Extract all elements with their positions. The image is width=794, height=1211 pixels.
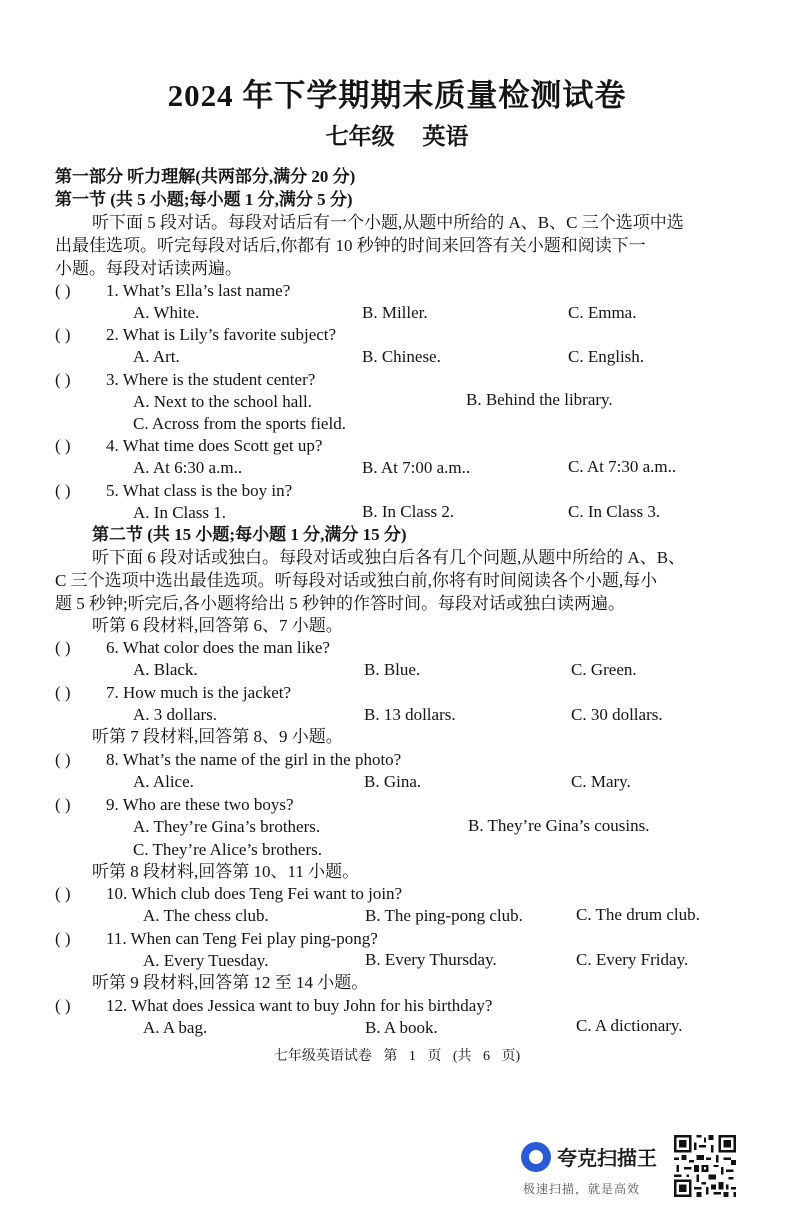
part1-heading: 第一部分 听力理解(共两部分,满分 20 分) [55,167,356,186]
option-a: A. Alice. [133,772,194,791]
question-text: 3. Where is the student center? [106,370,316,389]
qr-code-icon [674,1135,736,1197]
option-c: C. Emma. [568,303,637,322]
option-a: A. In Class 1. [133,503,227,522]
question-text: 1. What’s Ella’s last name? [106,281,291,300]
option-c: C. At 7:30 a.m.. [568,457,677,476]
section1-instruction-line: 小题。每段对话读两遍。 [55,259,242,278]
option-a: A. 3 dollars. [133,705,218,724]
option-b: B. They’re Gina’s cousins. [468,816,650,835]
option-b: B. Gina. [364,772,422,791]
answer-blank: ( ) [55,683,71,702]
answer-blank: ( ) [55,795,71,814]
option-a: A. The chess club. [143,906,269,925]
answer-blank: ( ) [55,750,71,769]
option-c: C. A dictionary. [576,1016,683,1035]
material-instruction: 听第 9 段材料,回答第 12 至 14 小题。 [92,973,369,992]
option-a: A. They’re Gina’s brothers. [133,817,321,836]
question-text: 12. What does Jessica want to buy John for his birthday? [106,996,493,1015]
option-a: A. Art. [133,347,180,366]
question-text: 10. Which club does Teng Fei want to join? [106,884,403,903]
option-c: C. 30 dollars. [571,705,663,724]
option-c: C. Mary. [571,772,631,791]
exam-subtitle: 七年级 英语 [325,124,469,149]
answer-blank: ( ) [55,370,71,389]
answer-blank: ( ) [55,638,71,657]
option-c: C. They’re Alice’s brothers. [133,840,323,859]
section1-heading: 第一节 (共 5 小题;每小题 1 分,满分 5 分) [55,190,353,209]
answer-blank: ( ) [55,436,71,455]
question-text: 7. How much is the jacket? [106,683,292,702]
option-a: A. Next to the school hall. [133,392,312,411]
option-c: C. Every Friday. [576,950,689,969]
question-text: 9. Who are these two boys? [106,795,294,814]
option-c: C. Green. [571,660,637,679]
question-text: 6. What color does the man like? [106,638,330,657]
question-text: 4. What time does Scott get up? [106,436,323,455]
section2-heading: 第二节 (共 15 小题;每小题 1 分,满分 15 分) [92,525,407,544]
scanner-brand [521,1140,671,1200]
question-text: 11. When can Teng Fei play ping-pong? [106,929,378,948]
exam-title: 2024 年下学期期末质量检测试卷 [167,78,627,113]
brand-slogan: 极速扫描，就是高效 [523,1182,641,1196]
material-instruction: 听第 6 段材料,回答第 6、7 小题。 [92,616,343,635]
option-c: C. The drum club. [576,905,700,924]
brand-name: 夸克扫描王 [557,1146,657,1170]
option-a: A. Every Tuesday. [143,951,269,970]
answer-blank: ( ) [55,996,71,1015]
option-b: B. Blue. [364,660,421,679]
option-a: A. Black. [133,660,198,679]
answer-blank: ( ) [55,481,71,500]
section1-instruction-line: 出最佳选项。听完每段对话后,你都有 10 秒钟的时间来回答有关小题和阅读下一 [55,236,646,255]
question-text: 5. What class is the boy in? [106,481,293,500]
material-instruction: 听第 8 段材料,回答第 10、11 小题。 [92,862,360,881]
option-b: B. Every Thursday. [365,950,497,969]
option-b: B. Chinese. [362,347,441,366]
option-c: C. English. [568,347,645,366]
section2-instruction-line: 题 5 秒钟;听完后,各小题将给出 5 秒钟的作答时间。每段对话或独白读两遍。 [55,594,625,613]
answer-blank: ( ) [55,929,71,948]
section2-instruction-line: C 三个选项中选出最佳选项。听每段对话或独白前,你将有时间阅读各个小题,每小 [55,571,658,590]
option-b: B. In Class 2. [362,502,455,521]
material-instruction: 听第 7 段材料,回答第 8、9 小题。 [92,727,343,746]
option-a: A. A bag. [143,1018,208,1037]
option-b: B. Behind the library. [466,390,613,409]
question-text: 8. What’s the name of the girl in the photo? [106,750,402,769]
quark-logo-icon [521,1142,551,1172]
option-b: B. At 7:00 a.m.. [362,458,471,477]
question-text: 2. What is Lily’s favorite subject? [106,325,337,344]
option-c: C. Across from the sports field. [133,414,346,433]
option-b: B. 13 dollars. [364,705,456,724]
answer-blank: ( ) [55,281,71,300]
section1-instruction-line: 听下面 5 段对话。每段对话后有一个小题,从题中所给的 A、B、C 三个选项中选 [92,213,684,232]
answer-blank: ( ) [55,325,71,344]
option-a: A. At 6:30 a.m.. [133,458,243,477]
answer-blank: ( ) [55,884,71,903]
section2-instruction-line: 听下面 6 段对话或独白。每段对话或独白后各有几个问题,从题中所给的 A、B、 [92,548,686,567]
option-b: B. A book. [365,1018,438,1037]
page-footer: 七年级英语试卷 第 1 页 (共 6 页) [273,1049,521,1064]
option-b: B. The ping-pong club. [365,906,523,925]
option-c: C. In Class 3. [568,502,661,521]
option-a: A. White. [133,303,200,322]
option-b: B. Miller. [362,303,428,322]
